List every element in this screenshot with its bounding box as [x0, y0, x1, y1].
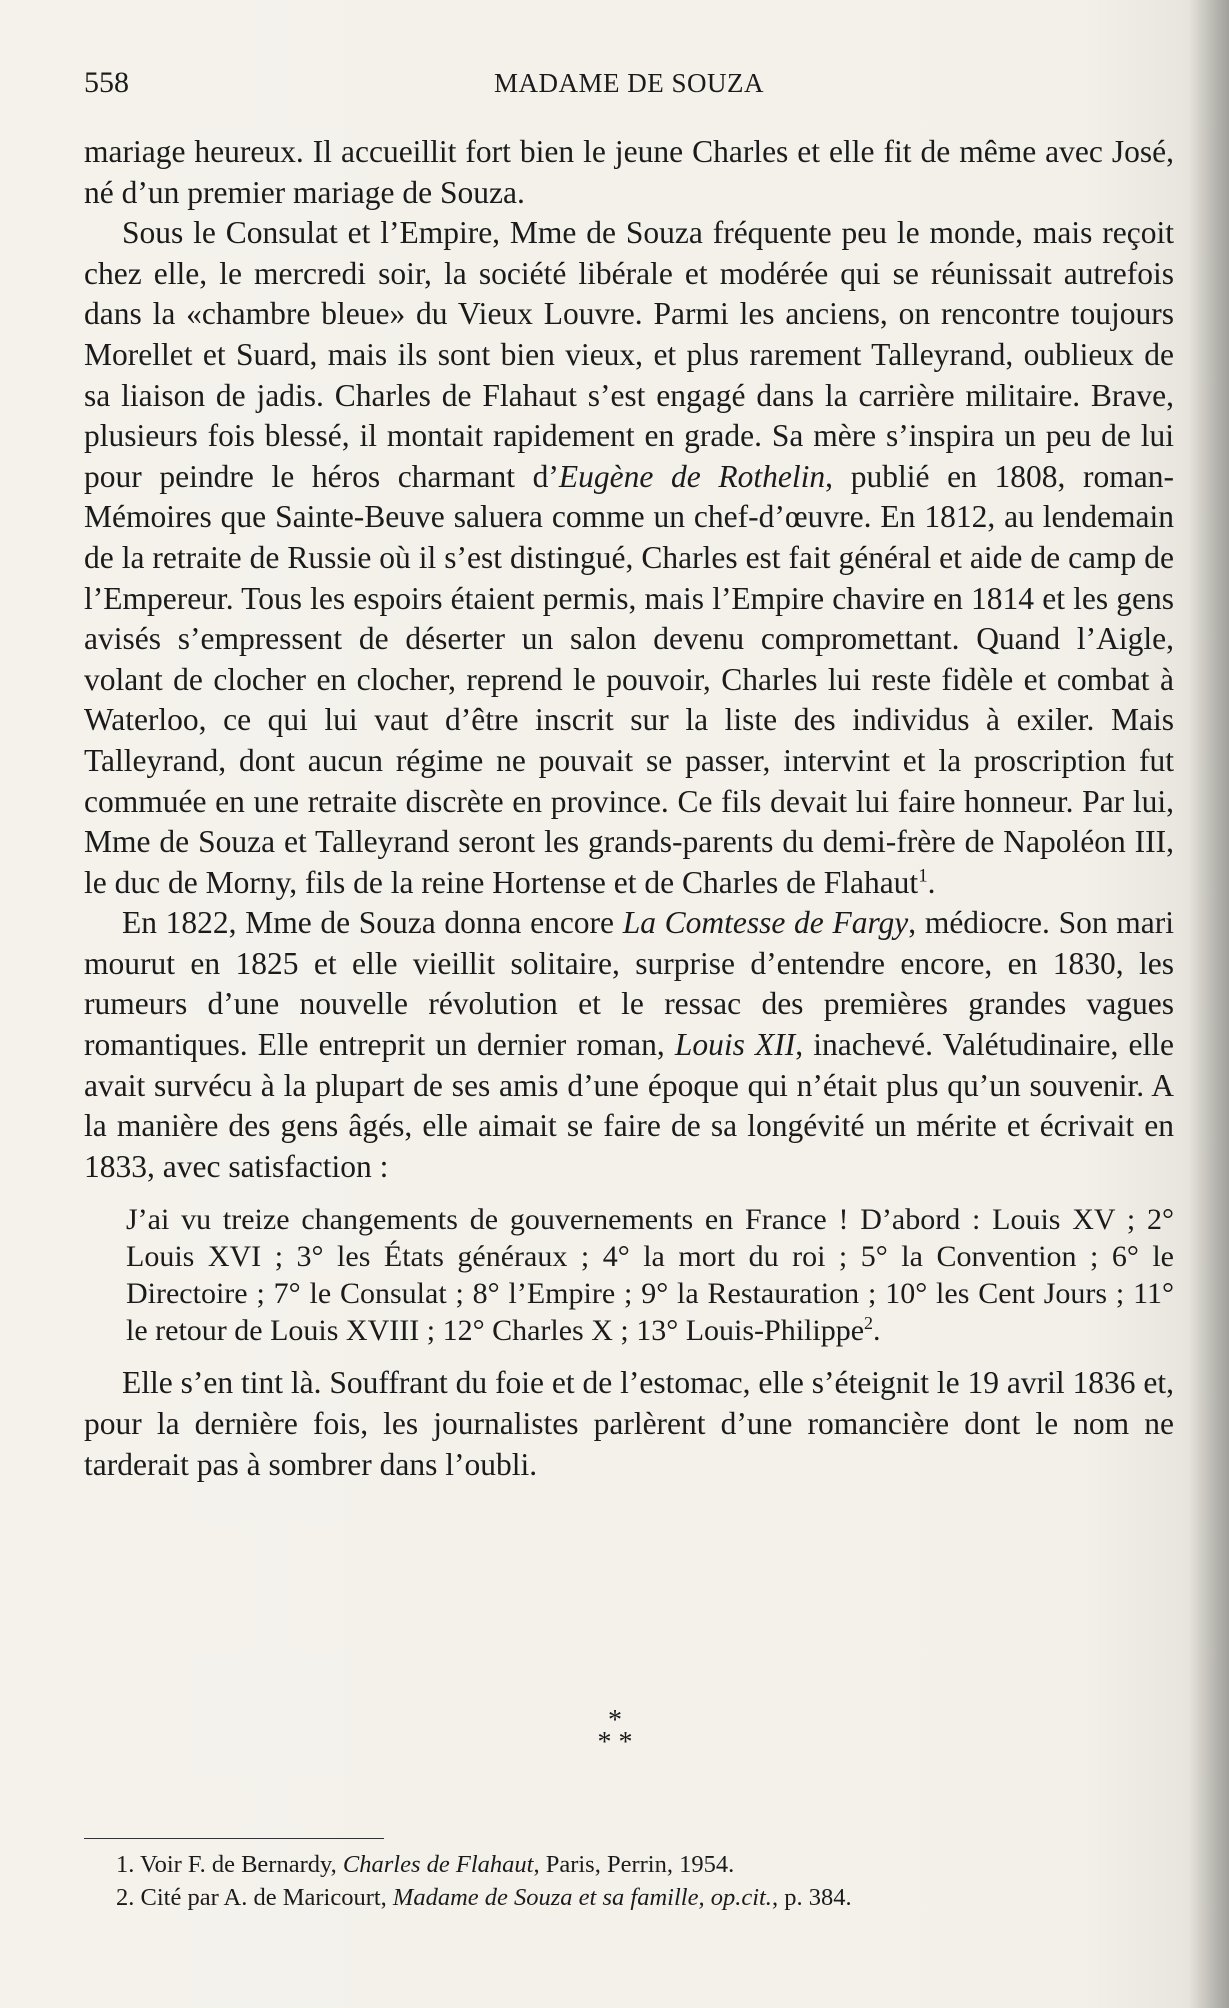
block-quote-text: J’ai vu treize changements de gouvernements en France ! D’abord : Louis XV ; 2° Louis XVI ; 3° les États généraux ; 4° la mort du roi ; 5° la Convention ; 6° le Directoire ; 7° le Consulat ; 8° l’Empire ; 9° la Restauration ; 10° les Cent Jours ; 11° le retour de Louis XVIII ; 12° Charles X ; 13° Louis-Philippe	[126, 1203, 1174, 1348]
footnote-2-text-b: , p. 384.	[771, 1884, 852, 1911]
footnote-ref-1[interactable]: 1	[918, 865, 928, 887]
paragraph-1	[84, 132, 1174, 213]
paragraph-3	[84, 903, 1174, 1187]
paragraph-4	[84, 1363, 1174, 1485]
footnote-ref-2[interactable]: 2	[864, 1313, 874, 1334]
footnote-1	[116, 1848, 1116, 1881]
footnote-1-text-b: , Paris, Perrin, 1954.	[533, 1851, 735, 1878]
paragraph-3-text-c: , inachevé. Valétudinaire, elle avait survécu à la plupart de ses amis d’une époque qui n’était plus qu’un souvenir. A la manière des gens âgés, elle aimait se faire de sa longévité un mérite et écrivait en 1833, avec satisfaction :	[84, 1027, 1174, 1184]
page-number: 558	[84, 66, 129, 99]
footnote-2-text-a: 2. Cité par A. de Maricourt,	[116, 1884, 393, 1911]
paragraph-2-text-a: Sous le Consulat et l’Empire, Mme de Souza fréquente peu le monde, mais reçoit chez elle, le mercredi soir, la société libérale et modérée qui se réunissait autrefois dans la «chambre bleue» du Vieux Louvre. Parmi les anciens, on rencontre toujours Morellet et Suard, mais ils sont bien vieux, et plus rarement Talleyrand, oublieux de sa liaison de jadis. Charles de Flahaut s’est engagé dans la carrière militaire. Brave, plusieurs fois blessé, il montait rapidement en grade. Sa mère s’inspira un peu de lui pour peindre le héros charmant d’	[84, 215, 1174, 494]
footnote-2-title: Madame de Souza et sa famille, op.cit.	[392, 1884, 772, 1911]
footnote-1-title: Charles de Flahaut	[342, 1851, 534, 1878]
book-title-italic: Louis XII	[674, 1027, 796, 1063]
footnote-2	[116, 1881, 1116, 1914]
running-title: MADAME DE SOUZA	[494, 68, 764, 98]
page-gutter-shadow	[1189, 0, 1229, 2008]
page-header	[84, 66, 1174, 106]
book-title-italic: La Comtesse de Fargy	[622, 905, 909, 941]
book-title-italic: Eugène de Rothelin	[558, 458, 826, 494]
paragraph-2	[84, 213, 1174, 903]
paragraph-3-text-b: , médiocre. Son mari mourut en 1825 et elle vieillit solitaire, surprise d’entendre encore, en 1830, les rumeurs d’une nouvelle révolution et le ressac des premières grandes vagues romantiques. Elle entreprit un dernier roman,	[84, 905, 1174, 1063]
paragraph-2-text-c: .	[927, 864, 936, 900]
asterism-top: *	[608, 1705, 622, 1736]
section-separator	[560, 1705, 670, 1758]
footnotes	[116, 1848, 1116, 1914]
block-quote-end: .	[873, 1314, 881, 1348]
paragraph-4-text: Elle s’en tint là. Souffrant du foie et de l’estomac, elle s’éteignit le 19 avril 1836 et, pour la dernière fois, les journalistes parlèrent d’une romancière dont le nom ne tarderait pas à sombrer dans l’oubli.	[84, 1365, 1174, 1482]
footnote-1-text-a: 1. Voir F. de Bernardy,	[116, 1851, 343, 1878]
body-text	[84, 132, 1174, 1485]
paragraph-2-text-b: , publié en 1808, roman-Mémoires que Sainte-Beuve saluera comme un chef-d’œuvre. En 1812, au lendemain de la retraite de Russie où il s’est distingué, Charles est fait général et aide de camp de l’Empereur. Tous les espoirs étaient permis, mais l’Empire chavire en 1814 et les gens avisés s’empressent de déserter un salon devenu compromettant. Quand l’Aigle, volant de clocher en clocher, reprend le pouvoir, Charles lui reste fidèle et combat à Waterloo, ce qui lui vaut d’être inscrit sur la liste des individus à exiler. Mais Talleyrand, dont aucun régime ne pouvait se passer, intervint et la proscription fut commuée en une retraite discrète en province. Ce fils devait lui faire honneur. Par lui, Mme de Souza et Talleyrand seront les grands-parents du demi-frère de Napoléon III, le duc de Morny, fils de la reine Hortense et de Charles de Flahaut	[84, 458, 1174, 900]
paragraph-1-text: mariage heureux. Il accueillit fort bien le jeune Charles et elle fit de même avec José, né d’un premier mariage de Souza.	[84, 134, 1174, 210]
footnote-divider	[84, 1838, 384, 1839]
block-quote	[126, 1201, 1174, 1349]
asterism-bottom: * *	[597, 1727, 633, 1758]
paragraph-3-text-a: En 1822, Mme de Souza donna encore	[122, 905, 623, 941]
